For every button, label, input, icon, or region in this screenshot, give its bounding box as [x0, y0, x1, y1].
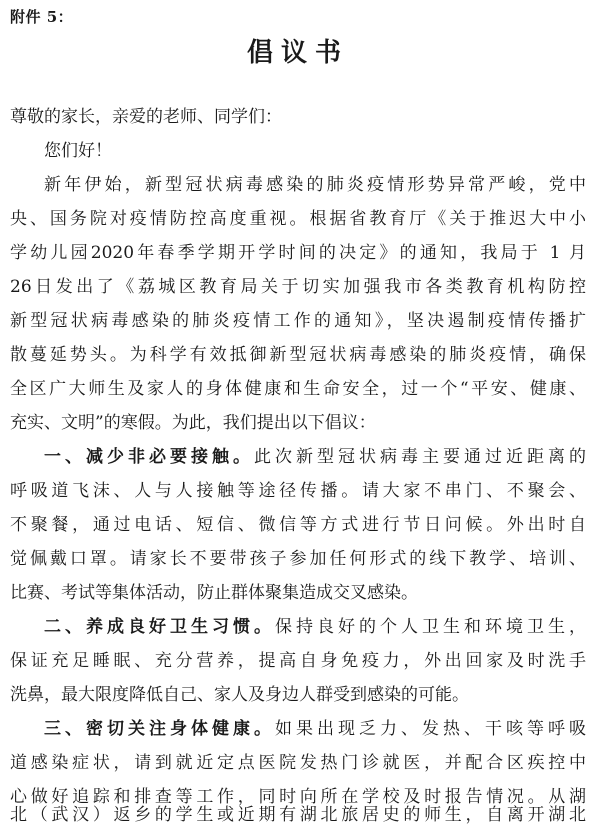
- section-text: 如果出现乏力、发热、干咳等呼吸: [275, 719, 586, 739]
- section-line: 保证充足睡眠、充分营养，提高自身免疫力，外出回家及时洗手: [10, 651, 586, 671]
- intro-line: 散蔓延势头。为科学有效抵御新型冠状病毒感染的肺炎疫情，确保: [10, 345, 586, 365]
- intro-line: 全区广大师生及家人的身体健康和生命安全，过一个“平安、健康、: [10, 379, 586, 399]
- section-line: 道感染症状，请到就近定点医院发热门诊就医，并配合区疾控中: [10, 753, 586, 773]
- section-line: 呼吸道飞沫、人与人接触等途径传播。请大家不串门、不聚会、: [10, 481, 586, 501]
- section-line: 不聚餐，通过电话、短信、微信等方式进行节日问候。外出时自: [10, 515, 586, 535]
- intro-line: 学幼儿园2020年春季学期开学时间的决定》的通知，我局于 1 月: [10, 243, 586, 263]
- section-first-line: [44, 616, 586, 638]
- section-first-line: [44, 718, 586, 740]
- section-line: 比赛、考试等集体活动，防止群体聚集造成交叉感染。: [10, 583, 418, 603]
- intro-line: 新型冠状病毒感染的肺炎疫情工作的通知》，坚决遏制疫情传播扩: [10, 311, 586, 331]
- document-title: 倡议书: [246, 38, 349, 68]
- attachment-label: 附件 5：: [10, 8, 74, 26]
- section-heading: 三、密切关注身体健康。: [44, 719, 275, 739]
- intro-line: 新年伊始，新型冠状病毒感染的肺炎疫情形势异常严峻，党中: [44, 175, 586, 195]
- section-text: 保持良好的个人卫生和环境卫生，: [275, 617, 586, 637]
- intro-line: 26日发出了《荔城区教育局关于切实加强我市各类教育机构防控: [10, 277, 586, 297]
- intro-line: 充实、文明”的寒假。为此，我们提出以下倡议：: [10, 413, 376, 433]
- salutation: 您们好！: [44, 141, 112, 161]
- intro-line: 央、国务院对疫情防控高度重视。根据省教育厅《关于推迟大中小: [10, 209, 586, 229]
- section-heading: 二、养成良好卫生习惯。: [44, 617, 275, 637]
- greeting: 尊敬的家长，亲爱的老师、同学们：: [10, 107, 282, 127]
- section-text: 此次新型冠状病毒主要通过近距离的: [254, 447, 586, 467]
- section-line: 觉佩戴口罩。请家长不要带孩子参加任何形式的线下教学、培训、: [10, 549, 586, 569]
- section-line: 心做好追踪和排查等工作，同时向所在学校及时报告情况。从湖: [10, 787, 586, 807]
- section-heading: 一、减少非必要接触。: [44, 447, 254, 467]
- section-line: 洗鼻，最大限度降低自己、家人及身边人群受到感染的可能。: [10, 685, 469, 705]
- section-line: 北（武汉）返乡的学生或近期有湖北旅居史的师生，自离开湖北: [10, 805, 586, 825]
- section-first-line: [44, 446, 586, 468]
